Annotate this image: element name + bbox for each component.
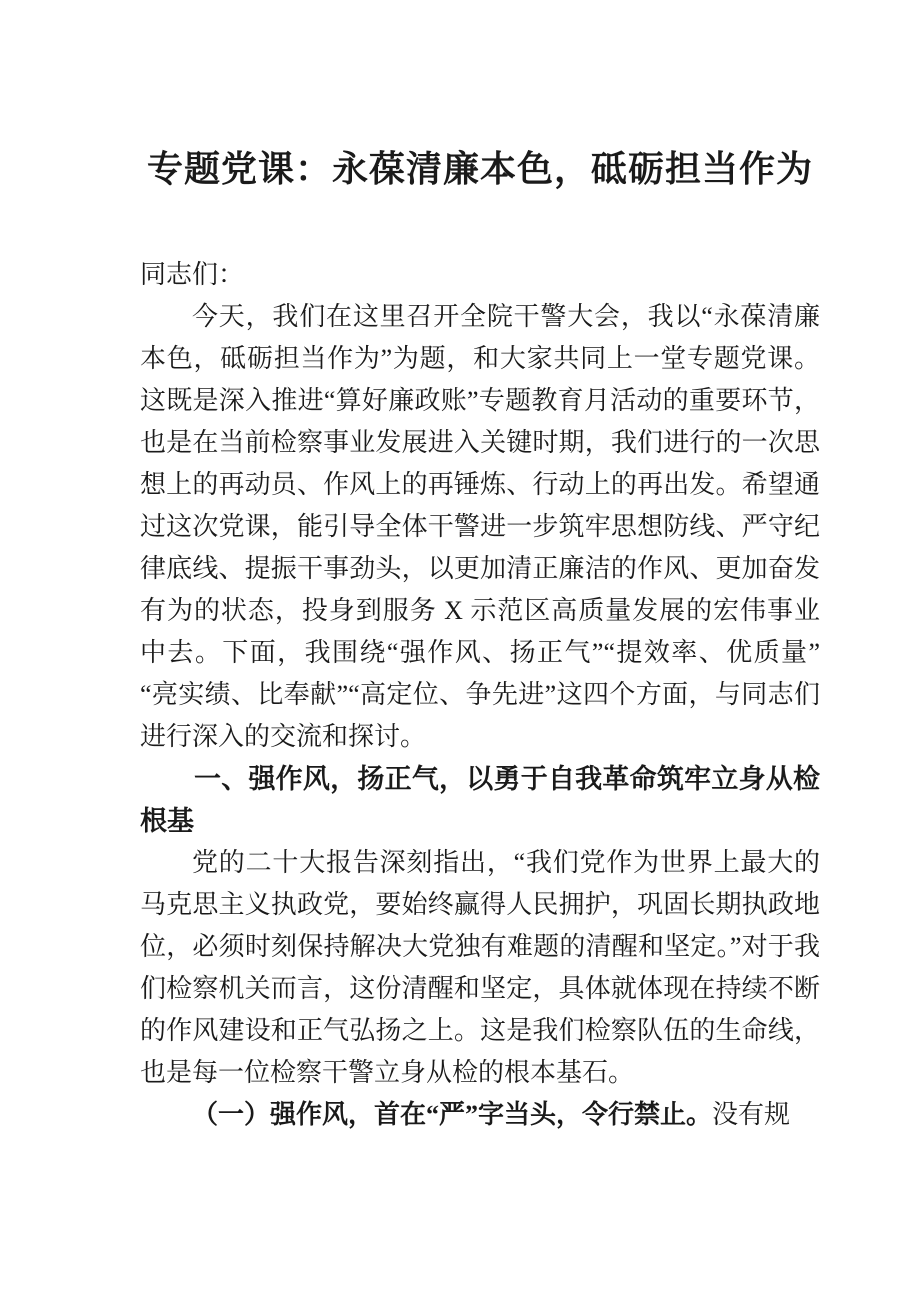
paragraph-subpoint-1 [140,1094,820,1136]
subpoint-lead-emphasis: （一）强作风，首在“严”字当头，令行禁止。 [192,1100,713,1129]
section-heading-1: 一、强作风，扬正气，以勇于自我革命筑牢立身从检根基 [140,764,820,836]
paragraph-section-body: 党的二十大报告深刻指出，“我们党作为世界上最大的马克思主义执政党，要始终赢得人民拥护，巩固长期执政地位，必须时刻保持解决大党独有难题的清醒和坚定。”对于我们检察机关而言，这份清醒和坚定，具体就体现在持续不断的作风建设和正气弘扬之上。这是我们检察队伍的生命线，也是每一位检察干警立身从检的根本基石。 [140,848,820,1087]
document-body [140,254,820,1136]
document-title: 专题党课：永葆清廉本色，砥砺担当作为 [146,148,813,189]
subpoint-continuation: 没有规 [712,1100,791,1129]
salutation-line: 同志们： [140,260,245,289]
paragraph-introduction: 今天，我们在这里召开全院干警大会，我以“永葆清廉本色，砥砺担当作为”为题，和大家共同上一堂专题党课。这既是深入推进“算好廉政账”专题教育月活动的重要环节，也是在当前检察事业发展进入关键时期，我们进行的一次思想上的再动员、作风上的再锤炼、行动上的再出发。希望通过这次党课，能引导全体干警进一步筑牢思想防线、严守纪律底线、提振干事劲头，以更加清正廉洁的作风、更加奋发有为的状态，投身到服务 X 示范区高质量发展的宏伟事业中去。下面，我围绕“强作风、扬正气”“提效率、优质量”“亮实绩、比奉献”“高定位、争先进”这四个方面，与同志们进行深入的交流和探讨。 [140,302,820,751]
